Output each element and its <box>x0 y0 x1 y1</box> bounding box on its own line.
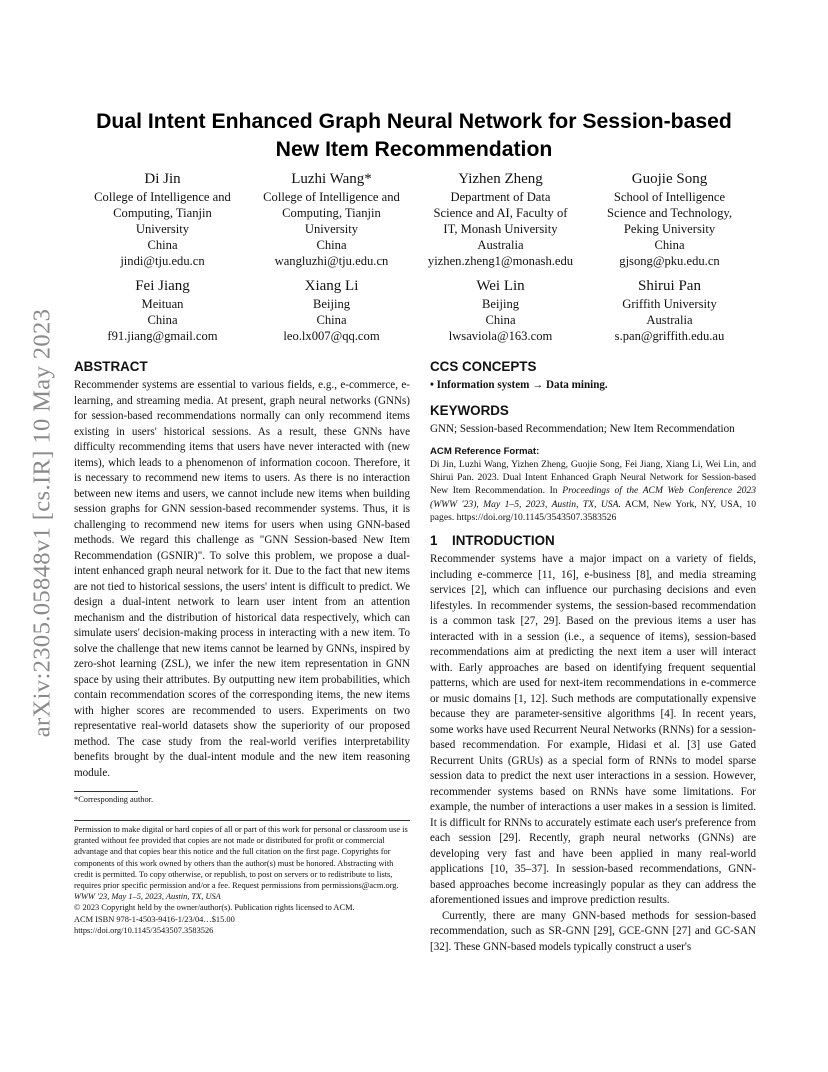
author-wei-lin <box>416 277 585 344</box>
author-country: Australia <box>477 238 524 252</box>
section-number: 1 <box>430 533 438 549</box>
author-name: Shirui Pan <box>638 278 701 294</box>
introduction-heading <box>430 532 756 549</box>
author-affiliation: School of Intelligence <box>613 190 726 204</box>
author-xiang-li <box>247 277 416 344</box>
abstract-text: Recommender systems are essential to various fields, e.g., e-commerce, e-learning, and streaming media. At present, graph neural networks (GNNs) for session-based recommendations normally can only recommend items existing in users' historical sessions. As a result, these GNNs have difficulty recommending items that users have never interacted with (new items), which leads to a phenomenon of information cocoon. Therefore, it is necessary to recommend new items to users. As there is no interaction between new items and users, we cannot include new items when building session graphs for GNN session-based recommender systems. Thus, it is challenging to recommend new items for users when using GNN-based methods. We regard this challenge as "GNN Session-based New Item Recommendation (GSNIR)". To solve this problem, we propose a dual-intent enhanced graph neural network for it. Due to the fact that new items are not tied to historical sessions, the users' intent is difficult to predict. We design a dual-intent network to learn user intent from an attention mechanism and the distribution of historical data respectively, which can simulate users' decision-making process in interacting with a new item. To solve the challenge that new items cannot be learned by GNNs, inspired by zero-shot learning (ZSL), we infer the new item representation in GNN space by using their attributes. By outputting new item probabilities, which contain recommendation scores of the corresponding items, the new items with higher scores are recommended to users. Experiments on two representative real-world datasets show the superiority of our proposed method. The case study from the real-world verifies interpretability benefits brought by the dual-intent module and the new item reasoning module. <box>74 379 410 779</box>
author-email: gjsong@pku.edu.cn <box>619 254 720 268</box>
author-shirui-pan <box>585 277 754 344</box>
abstract-heading: ABSTRACT <box>74 359 148 374</box>
author-affiliation: College of Intelligence and <box>263 190 400 204</box>
acm-ref-post: ACM, New York, NY, USA, 10 pages. https://doi.org/10.1145/3543507.3583526 <box>430 498 756 523</box>
isbn-line: ACM ISBN 978-1-4503-9416-1/23/04…$15.00 <box>74 914 235 924</box>
author-affiliation: IT, Monash University <box>443 222 558 236</box>
author-name: Wei Lin <box>476 278 525 294</box>
author-email: lwsaviola@163.com <box>448 329 553 343</box>
author-country: Australia <box>646 313 693 327</box>
author-email: f91.jiang@gmail.com <box>107 329 218 343</box>
arxiv-id-text: arXiv:2305.05848v1 [cs.IR] 10 May 2023 <box>28 308 56 737</box>
permission-block <box>74 824 410 936</box>
author-country: China <box>485 313 516 327</box>
ccs-heading: CCS CONCEPTS <box>430 359 537 374</box>
author-fei-jiang <box>78 277 247 344</box>
author-affiliation: Griffith University <box>622 297 717 311</box>
author-email: wangluzhi@tju.edu.cn <box>274 254 389 268</box>
footnote-divider <box>74 791 138 792</box>
arxiv-identifier <box>22 285 62 760</box>
author-country: China <box>147 238 178 252</box>
author-block <box>78 170 754 344</box>
author-country: China <box>654 238 685 252</box>
author-name: Xiang Li <box>304 278 359 294</box>
ccs-concept-item: • Information system → Data mining. <box>430 379 608 391</box>
author-yizhen-zheng <box>416 170 585 269</box>
author-name: Di Jin <box>144 171 181 187</box>
author-affiliation: Computing, Tianjin <box>113 206 212 220</box>
author-row-1 <box>78 170 754 269</box>
author-email: jindi@tju.edu.cn <box>120 254 205 268</box>
author-country: China <box>316 313 347 327</box>
permission-text: Permission to make digital or hard copies of all or part of this work for personal or classroom use is granted without fee provided that copies are not made or distributed for profit or commercial advantage and that copies bear this notice and the full citation on the first page. Copyrights for components of this work owned by others than the author(s) must be honored. Abstracting with credit is permitted. To copy otherwise, or republish, to post on servers or to redistribute to lists, requires prior specific permission and/or a fee. Request permissions from permissions@acm.org. <box>74 825 408 891</box>
author-email: leo.lx007@qq.com <box>283 329 380 343</box>
author-name: Yizhen Zheng <box>458 171 543 187</box>
paper-title: Dual Intent Enhanced Graph Neural Network for Session-based New Item Recommendation <box>96 110 732 161</box>
author-affiliation: University <box>304 222 359 236</box>
author-affiliation: Computing, Tianjin <box>282 206 381 220</box>
author-di-jin <box>78 170 247 269</box>
intro-paragraph-1: Recommender systems have a major impact on a variety of fields, including e-commerce [11, 16], e-business [8], and media streaming services [2], which can influence our purchasing decisions and even lifestyles. In recommender systems, the session-based recommendation is a common task [27, 29]. Based on the previous items a user has interacted with in a session (i.e., a sequence of items), session-based recommendations aim at predicting the next item a user will interact with. Early approaches are based on identifying frequent sequential patterns, which are used for next-item recommendations in e-commerce or music domains [1, 12]. Such methods are computationally expensive because they are parameter-sensitive algorithms [4]. In recent years, some works have used Recurrent Neural Networks (RNNs) for a session-based recommendation. For example, Hidasi et al. [3] use Gated Recurrent Units (GRUs) as a special form of RNNs to model sparse session data to predict the next user interactions in a session. However, recommender systems based on RNNs have some limitations. For example, the number of interactions a user makes in a session is limited. It is difficult for RNNs to accurately estimate each user's preference from each session [29]. Recently, graph neural networks (GNNs) are developing very fast and have been applied in many real-world applications [10, 35–37]. In session-based recommendations, GNN-based approaches become increasingly popular as they can address the aforementioned issues and improve prediction results. <box>430 553 756 907</box>
section-title: INTRODUCTION <box>452 533 555 549</box>
author-affiliation: University <box>135 222 190 236</box>
acm-ref-heading: ACM Reference Format: <box>430 446 540 457</box>
author-name: Luzhi Wang* <box>291 171 372 187</box>
author-affiliation: Meituan <box>141 297 184 311</box>
author-affiliation: Science and Technology, <box>606 206 732 220</box>
author-country: China <box>316 238 347 252</box>
author-affiliation: Beijing <box>481 297 520 311</box>
author-affiliation: College of Intelligence and <box>94 190 231 204</box>
author-affiliation: Beijing <box>312 297 351 311</box>
venue-line: WWW '23, May 1–5, 2023, Austin, TX, USA <box>74 892 221 902</box>
author-row-2 <box>78 277 754 344</box>
corresponding-author-footnote: *Corresponding author. <box>74 795 154 804</box>
author-name: Fei Jiang <box>135 278 190 294</box>
author-guojie-song <box>585 170 754 269</box>
copyright-line: © 2023 Copyright held by the owner/author(s). Publication rights licensed to ACM. <box>74 903 355 913</box>
author-email: yizhen.zheng1@monash.edu <box>427 254 574 268</box>
right-column <box>430 358 756 955</box>
intro-paragraph-2: Currently, there are many GNN-based methods for session-based recommendation, such as SR-GNN [29], GCE-GNN [27] and GC-SAN [32]. These GNN-based models typically construct a user's <box>430 909 756 953</box>
author-affiliation: Department of Data <box>450 190 551 204</box>
keywords-text: GNN; Session-based Recommendation; New Item Recommendation <box>430 422 735 435</box>
author-email: s.pan@griffith.edu.au <box>614 329 725 343</box>
doi-link[interactable]: https://doi.org/10.1145/3543507.3583526 <box>74 925 214 935</box>
author-affiliation: Peking University <box>623 222 716 236</box>
acm-ref-text <box>430 458 756 524</box>
keywords-heading: KEYWORDS <box>430 402 509 418</box>
permission-divider <box>74 820 410 821</box>
acm-ref-pre: Di Jin, Luzhi Wang, Yizhen Zheng, Guojie Song, Fei Jiang, Xiang Li, Wei Lin, and Shirui Pan. 2023. Dual Intent Enhanced Graph Neural Network for Session-based New Item Recommendation. In <box>430 459 756 497</box>
author-affiliation: Science and AI, Faculty of <box>433 206 568 220</box>
acm-ref-proceedings: Proceedings of the ACM Web Conference 2023 (WWW '23), May 1–5, 2023, Austin, TX, USA. <box>430 485 757 510</box>
author-country: China <box>147 313 178 327</box>
author-name: Guojie Song <box>631 171 708 187</box>
left-column <box>74 358 410 936</box>
author-luzhi-wang <box>247 170 416 269</box>
